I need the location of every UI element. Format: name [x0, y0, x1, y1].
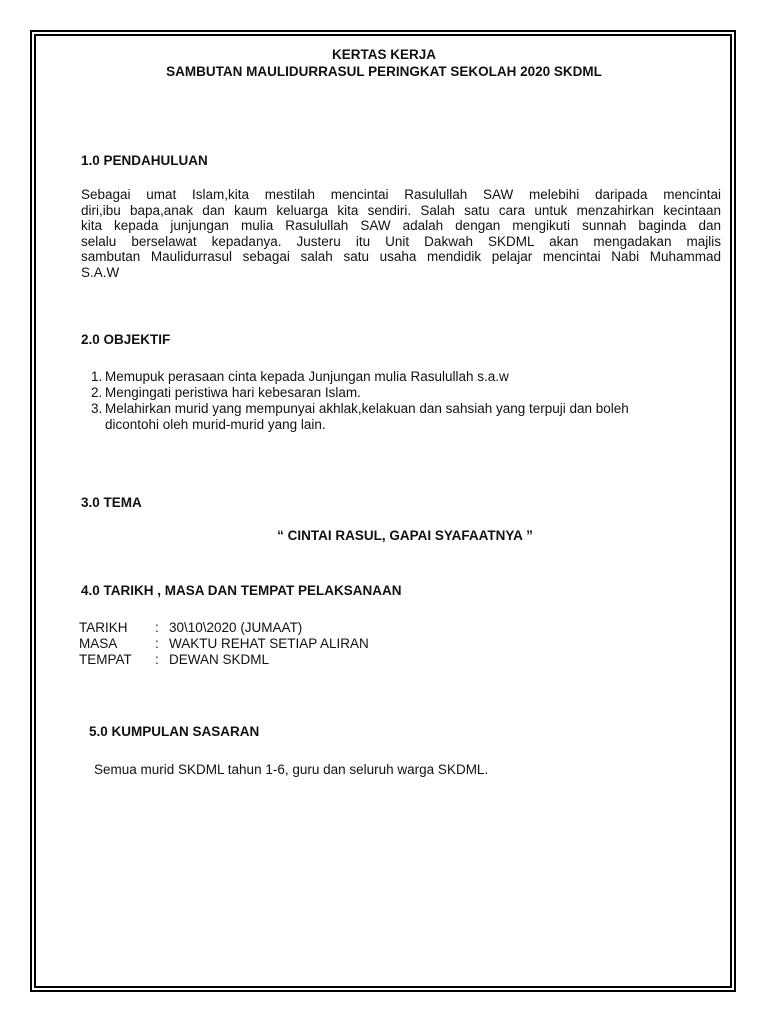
- objective-list-item: 1. Memupuk perasaan cinta kepada Junjungan mulia Rasulullah s.a.w: [91, 369, 509, 384]
- page-border-inner: [34, 34, 732, 988]
- paragraph-line: sambutan Maulidurrasul sebagai salah satu usaha mendidik pelajar mencintai Nabi Muhammad: [81, 249, 721, 264]
- info-row-tempat: TEMPAT : DEWAN SKDML: [79, 652, 270, 667]
- section-heading-tema: 3.0 TEMA: [81, 495, 142, 510]
- info-row-tarikh: TARIKH : 30\10\2020 (JUMAAT): [79, 620, 303, 635]
- paragraph-line: Sebagai umat Islam,kita mestilah mencintai Rasulullah SAW melebihi daripada mencintai: [81, 187, 721, 202]
- paragraph-line: kita kepada junjungan mulia Rasulullah SAW adalah dengan mengikuti sunnah baginda dan: [81, 218, 721, 233]
- paragraph-line: diri,ibu bapa,anak dan kaum keluarga kita sendiri. Salah satu cara untuk menzahirkan kecintaan: [81, 202, 721, 218]
- pendahuluan-paragraph: [81, 187, 721, 280]
- document-title: KERTAS KERJA: [331, 47, 436, 62]
- section-heading-objektif: 2.0 OBJEKTIF: [81, 332, 171, 347]
- objective-list-item-continuation: dicontohi oleh murid-murid yang lain.: [105, 417, 326, 432]
- section-heading-pelaksanaan: 4.0 TARIKH , MASA DAN TEMPAT PELAKSANAAN: [81, 583, 402, 598]
- section-heading-sasaran: 5.0 KUMPULAN SASARAN: [89, 724, 260, 739]
- paragraph-line: selalu berselawat kepadanya. Justeru itu Unit Dakwah SKDML akan mengadakan majlis: [81, 233, 721, 249]
- theme-text: “ CINTAI RASUL, GAPAI SYAFAATNYA ”: [277, 528, 533, 543]
- section-heading-pendahuluan: 1.0 PENDAHULUAN: [81, 153, 208, 168]
- document-subtitle: SAMBUTAN MAULIDURRASUL PERINGKAT SEKOLAH 2020 SKDML: [166, 64, 602, 79]
- sasaran-text: Semua murid SKDML tahun 1-6, guru dan seluruh warga SKDML.: [94, 762, 489, 777]
- paragraph-line: S.A.W: [81, 264, 120, 280]
- objective-list-item: 3. Melahirkan murid yang mempunyai akhlak,kelakuan dan sahsiah yang terpuji dan boleh: [91, 401, 629, 416]
- info-row-masa: MASA : WAKTU REHAT SETIAP ALIRAN: [79, 636, 369, 651]
- objective-list-item: 2. Mengingati peristiwa hari kebesaran Islam.: [91, 385, 361, 400]
